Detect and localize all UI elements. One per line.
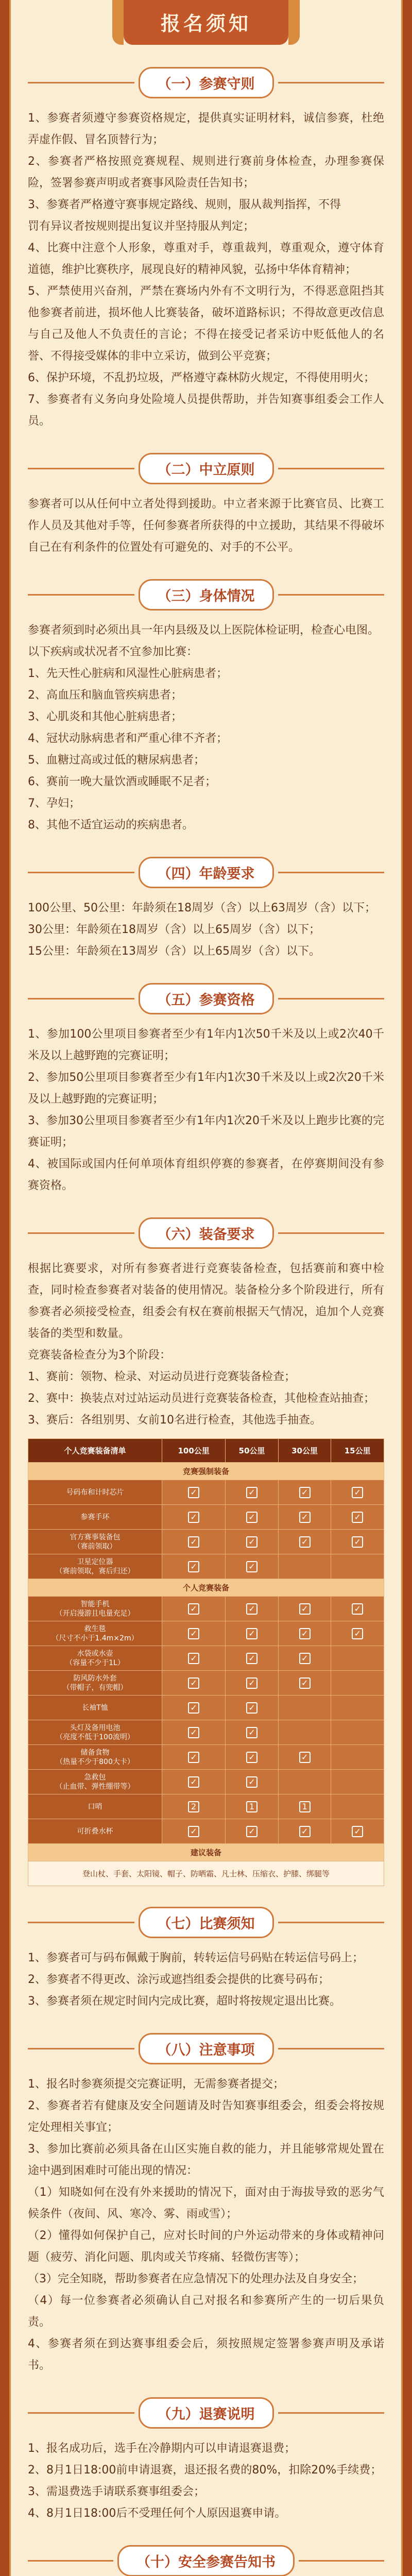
- check-icon: ✓: [246, 1752, 258, 1763]
- check-icon: ✓: [352, 1536, 363, 1548]
- table-row: [28, 1597, 384, 1621]
- section-title: （八）注意事项: [139, 2033, 274, 2064]
- check-icon: ✓: [352, 1603, 363, 1615]
- section-header: [28, 2397, 384, 2429]
- count-value: 2: [188, 1801, 199, 1812]
- table-cell: [331, 1745, 384, 1770]
- paragraph: 罚有异议者按规则提出复议并坚持服从判定；: [28, 220, 255, 233]
- paragraph: 4、被国际或国内任何单项体育组织停赛的参赛者，在停赛期间没有参赛资格。: [28, 1158, 384, 1192]
- check-icon: ✓: [299, 1826, 311, 1837]
- check-icon: ✓: [299, 1752, 311, 1763]
- table-cell: [226, 1671, 279, 1696]
- check-icon: ✓: [246, 1628, 258, 1639]
- check-icon: ✓: [246, 1702, 258, 1714]
- check-icon: ✓: [188, 1727, 199, 1738]
- paragraph: 3、参加比赛前必须具备在山区实施自救的能力，并且能够常规处置在途中遇到困难时可能出现的情况：: [28, 2143, 384, 2177]
- section-title: （七）比赛须知: [139, 1907, 274, 1938]
- table-cell: [331, 1671, 384, 1696]
- check-icon: ✓: [188, 1628, 199, 1639]
- paragraph: 7、参赛者有义务向身处险境人员提供帮助，并告知赛事组委会工作人员。: [28, 393, 384, 428]
- table-cell: [162, 1621, 226, 1646]
- table-cell: [278, 1597, 331, 1621]
- equipment-name: 水袋或水壶 （容量不少于1L）: [28, 1646, 162, 1671]
- paragraph: 3、需退费选手请联系赛事组委会；: [28, 2485, 205, 2498]
- section-health: [28, 579, 384, 836]
- paragraph: （1）知晓如何在没有外来援助的情况下，面对由于海拔导致的恶劣气候条件（夜间、风、寒冷、雾、雨或雪）；: [28, 2186, 384, 2221]
- section-title: （十）安全参赛告知书: [117, 2545, 295, 2576]
- equipment-name: 参赛手环: [28, 1505, 162, 1530]
- equipment-name: 头灯及备用电池 （亮度不低于100流明）: [28, 1720, 162, 1745]
- table-cell: [162, 1530, 226, 1554]
- paragraph: 2、赛中：换装点对过站运动员进行竞赛装备检查，其他检查站抽查；: [28, 1392, 375, 1405]
- equipment-name: 口哨: [28, 1794, 162, 1819]
- check-icon: ✓: [188, 1487, 199, 1498]
- section-title: （三）身体情况: [139, 579, 274, 611]
- section-title: （四）年龄要求: [139, 857, 274, 888]
- table-cell: [331, 1597, 384, 1621]
- table-cell: [278, 1530, 331, 1554]
- table-cell: [162, 1671, 226, 1696]
- table-cell: [331, 1554, 384, 1579]
- check-icon: ✓: [188, 1776, 199, 1788]
- section-neutral: [28, 453, 384, 558]
- paragraph: 3、参加30公里项目参赛者至少有1年内1次20千米及以上跑步比赛的完赛证明；: [28, 1114, 384, 1149]
- paragraph: 1、先天性心脏病和风湿性心脏病患者；: [28, 667, 228, 680]
- equipment-name: 卫星定位器 （赛前领取，赛后归还）: [28, 1554, 162, 1579]
- equipment-table-body: [28, 1463, 384, 1886]
- table-row: [28, 1554, 384, 1579]
- table-header-cell: 30公里: [278, 1439, 331, 1463]
- table-cell: [278, 1745, 331, 1770]
- table-cell: [331, 1505, 384, 1530]
- table-header-cell: 50公里: [226, 1439, 279, 1463]
- paragraph: 6、赛前一晚大量饮酒或睡眠不足者；: [28, 775, 216, 788]
- table-header-cell: 个人竞赛装备清单: [28, 1439, 162, 1463]
- section-header: [28, 67, 384, 98]
- section-title: （一）参赛守则: [139, 67, 274, 98]
- paragraph: 1、赛前：领物、检录、对运动员进行竞赛装备检查；: [28, 1370, 296, 1383]
- paragraph: 30公里：年龄须在18周岁（含）以上65周岁（含）以下；: [28, 923, 320, 936]
- table-cell: [162, 1646, 226, 1671]
- section-age: [28, 857, 384, 962]
- check-icon: ✓: [246, 1487, 258, 1498]
- table-cell: [278, 1621, 331, 1646]
- table-group-row: [28, 1579, 384, 1597]
- equipment-name: 救生毯 （尺寸不小于1.4m×2m）: [28, 1621, 162, 1646]
- table-group-row: [28, 1844, 384, 1861]
- table-header-cell: 100公里: [162, 1439, 226, 1463]
- check-icon: ✓: [246, 1603, 258, 1615]
- equipment-name: 号码布和计时芯片: [28, 1480, 162, 1505]
- paragraph: 5、严禁使用兴奋剂，严禁在赛场内外有不文明行为，不得恶意阻挡其他参赛者前进，损坏他人比赛装备，破坏道路标识；不得故意更改信息与自己及他人不负责任的言论；不得在接受记者采访中贬低他人的名誉、不得接受媒体的非中立采访，做到公平竞赛；: [28, 285, 384, 363]
- check-icon: ✓: [246, 1826, 258, 1837]
- table-row: [28, 1745, 384, 1770]
- check-icon: ✓: [246, 1536, 258, 1548]
- paragraph: 2、8月1日18:00前申请退赛，退还报名费的80%，扣除20%手续费；: [28, 2464, 382, 2477]
- table-group-label: 个人竞赛装备: [28, 1579, 384, 1597]
- paragraph: 2、参赛者不得更改、涂污或遮挡组委会提供的比赛号码布；: [28, 1973, 330, 1986]
- table-cell: [226, 1720, 279, 1745]
- table-row: [28, 1671, 384, 1696]
- table-row: [28, 1505, 384, 1530]
- table-cell: [278, 1770, 331, 1794]
- paragraph: 竞赛装备检查分为3个阶段：: [28, 1349, 171, 1362]
- section-header: [28, 2033, 384, 2064]
- table-row: [28, 1794, 384, 1819]
- paragraph: 4、8月1日18:00后不受理任何个人原因退赛申请。: [28, 2507, 286, 2520]
- table-cell: [226, 1554, 279, 1579]
- table-cell: [162, 1745, 226, 1770]
- table-cell: [331, 1646, 384, 1671]
- check-icon: ✓: [299, 1487, 311, 1498]
- equipment-name: 官方赛事装备包 （赛前领取）: [28, 1530, 162, 1554]
- table-cell: [278, 1720, 331, 1745]
- check-icon: ✓: [188, 1561, 199, 1572]
- equipment-table: [28, 1438, 384, 1886]
- table-cell: [331, 1621, 384, 1646]
- section-eligibility: [28, 983, 384, 1197]
- table-cell: [278, 1554, 331, 1579]
- paragraph: （3）完全知晓，帮助参赛者在应急情况下的处理办法及自身安全；: [28, 2273, 364, 2285]
- table-cell: [162, 1505, 226, 1530]
- section-header: [28, 1907, 384, 1938]
- paragraph: 3、参赛者严格遵守赛事规定路线、规则，服从裁判指挥，不得: [28, 198, 341, 211]
- check-icon: ✓: [188, 1826, 199, 1837]
- check-icon: ✓: [352, 1487, 363, 1498]
- check-icon: ✓: [188, 1752, 199, 1763]
- content: [9, 0, 403, 2576]
- table-cell: [162, 1819, 226, 1844]
- equipment-name: 长袖T恤: [28, 1696, 162, 1720]
- table-cell: [331, 1794, 384, 1819]
- check-icon: ✓: [299, 1653, 311, 1664]
- table-cell: [226, 1530, 279, 1554]
- table-cell: [226, 1819, 279, 1844]
- section-header: [28, 857, 384, 888]
- check-icon: ✓: [299, 1677, 311, 1689]
- table-cell: [331, 1770, 384, 1794]
- paragraph: 1、参赛者可与码布佩戴于胸前，转转运信号码贴在转运信号码上；: [28, 1952, 364, 1964]
- section-equipment: [28, 1217, 384, 1886]
- section-title: （九）退赛说明: [139, 2397, 274, 2429]
- suggested-equipment-note: 登山杖、手套、太阳镜、帽子、防晒霜、凡士林、压缩衣、护膝、绑腿等: [28, 1861, 384, 1886]
- table-header-row: [28, 1439, 384, 1463]
- equipment-name: 储备食物 （热量不少于800大卡）: [28, 1745, 162, 1770]
- count-value: 1: [246, 1801, 258, 1812]
- table-row: [28, 1720, 384, 1745]
- paragraph: 1、报名成功后，选手在冷静期内可以申请退赛退费；: [28, 2442, 296, 2455]
- paragraph: （2）懂得如何保护自己，应对长时间的户外运动带来的身体或精神问题（疲劳、消化问题、肌肉或关节疼痛、轻微伤害等）；: [28, 2229, 384, 2264]
- check-icon: ✓: [246, 1561, 258, 1572]
- table-cell: [331, 1480, 384, 1505]
- check-icon: ✓: [246, 1653, 258, 1664]
- check-icon: ✓: [352, 1628, 363, 1639]
- table-cell: [162, 1770, 226, 1794]
- section-header: [28, 983, 384, 1014]
- table-cell: [278, 1696, 331, 1720]
- table-cell: [226, 1621, 279, 1646]
- table-cell: [162, 1597, 226, 1621]
- table-row: [28, 1861, 384, 1886]
- check-icon: ✓: [246, 1776, 258, 1788]
- table-cell: [278, 1794, 331, 1819]
- check-icon: ✓: [188, 1702, 199, 1714]
- table-cell: [226, 1646, 279, 1671]
- check-icon: ✓: [246, 1727, 258, 1738]
- table-cell: [162, 1794, 226, 1819]
- paragraph: 1、参加100公里项目参赛者至少有1年内1次50千米及以上或2次40千米及以上越野跑的完赛证明；: [28, 1028, 384, 1062]
- table-row: [28, 1646, 384, 1671]
- table-cell: [278, 1505, 331, 1530]
- table-cell: [162, 1696, 226, 1720]
- table-cell: [162, 1480, 226, 1505]
- table-cell: [226, 1794, 279, 1819]
- paragraph: 6、保护环境，不乱扔垃圾，严格遵守森林防火规定，不得使用明火；: [28, 371, 375, 384]
- table-cell: [226, 1745, 279, 1770]
- table-cell: [162, 1720, 226, 1745]
- table-cell: [331, 1530, 384, 1554]
- table-cell: [226, 1696, 279, 1720]
- paragraph: 根据比赛要求，对所有参赛者进行竞赛装备检查，包括赛前和赛中检查，同时检查参赛者对装备的使用情况。装备检分多个阶段进行，所有参赛者必须接受检查，组委会有权在赛前根据天气情况，追加个人竞赛装备的类型和数量。: [28, 1262, 384, 1340]
- section-title: （五）参赛资格: [139, 983, 274, 1014]
- section-safety: [28, 2545, 384, 2576]
- table-row: [28, 1696, 384, 1720]
- page-title: 报名须知: [124, 0, 288, 45]
- check-icon: ✓: [188, 1677, 199, 1689]
- check-icon: ✓: [299, 1512, 311, 1523]
- table-cell: [331, 1819, 384, 1844]
- paragraph: 2、高血压和脑血管疾病患者；: [28, 689, 182, 702]
- table-cell: [226, 1597, 279, 1621]
- paragraph: 15公里：年龄须在13周岁（含）以上65周岁（含）以下。: [28, 945, 320, 958]
- check-icon: ✓: [188, 1536, 199, 1548]
- table-group-label: 竞赛强制装备: [28, 1463, 384, 1480]
- section-withdrawal: [28, 2397, 384, 2524]
- table-header-cell: 15公里: [331, 1439, 384, 1463]
- check-icon: ✓: [188, 1512, 199, 1523]
- table-row: [28, 1770, 384, 1794]
- section-header: [28, 453, 384, 484]
- paragraph: 以下疾病或状况者不宜参加比赛：: [28, 646, 198, 658]
- paragraph: 1、参赛者须遵守参赛资格规定，提供真实证明材料，诚信参赛，杜绝弄虚作假、冒名顶替行为；: [28, 112, 384, 146]
- check-icon: ✓: [299, 1536, 311, 1548]
- equipment-name: 智能手机 （开启漫游且电量充足）: [28, 1597, 162, 1621]
- paragraph: 100公里、50公里：年龄须在18周岁（含）以上63周岁（含）以下；: [28, 902, 376, 914]
- table-cell: [162, 1554, 226, 1579]
- paragraph: 2、参加50公里项目参赛者至少有1年内1次30千米及以上或2次20千米及以上越野跑的完赛证明；: [28, 1071, 384, 1106]
- paragraph: 4、比赛中注意个人形象，尊重对手，尊重裁判，尊重观众，遵守体育道德，维护比赛秩序，展现良好的精神风貌，弘扬中华体育精神；: [28, 242, 384, 276]
- table-cell: [278, 1819, 331, 1844]
- check-icon: ✓: [299, 1628, 311, 1639]
- check-icon: ✓: [246, 1512, 258, 1523]
- paragraph: 2、参赛者严格按照竞赛规程、规则进行赛前身体检查，办理参赛保险，签署参赛声明或者赛事风险责任告知书；: [28, 155, 384, 190]
- paragraph: 8、其他不适宜运动的疾病患者。: [28, 819, 194, 832]
- paragraph: （4）每一位参赛者必须确认自己对报名和参赛所产生的一切后果负责。: [28, 2294, 384, 2329]
- count-value: 1: [299, 1801, 311, 1812]
- check-icon: ✓: [352, 1826, 363, 1837]
- section-rules: [28, 67, 384, 432]
- paragraph: 3、赛后：各组别男、女前10名进行检查，其他选手抽查。: [28, 1414, 321, 1427]
- paragraph: 4、参赛者须在到达赛事组委会后，须按照规定签署参赛声明及承诺书。: [28, 2337, 384, 2372]
- table-cell: [278, 1646, 331, 1671]
- check-icon: ✓: [246, 1677, 258, 1689]
- paragraph: 参赛者可以从任何中立者处得到援助。中立者来源于比赛官员、比赛工作人员及其他对手等，任何参赛者所获得的中立援助，其结果不得破坏自己在有利条件的位置处有可避免的、对手的不公平。: [28, 498, 384, 554]
- check-icon: ✓: [299, 1603, 311, 1615]
- equipment-name: 可折叠水杯: [28, 1819, 162, 1844]
- table-group-label: 建议装备: [28, 1844, 384, 1861]
- paragraph: 2、参赛者若有健康及安全问题请及时告知赛事组委会，组委会将按规定处理相关事宜；: [28, 2099, 384, 2134]
- section-header: [28, 579, 384, 611]
- table-cell: [278, 1671, 331, 1696]
- table-cell: [331, 1696, 384, 1720]
- section-header: [28, 1217, 384, 1249]
- table-row: [28, 1621, 384, 1646]
- section-title: （二）中立原则: [139, 453, 274, 484]
- section-race-notes: [28, 1907, 384, 2012]
- table-group-row: [28, 1463, 384, 1480]
- check-icon: ✓: [188, 1603, 199, 1615]
- section-header: [28, 2545, 384, 2576]
- table-cell: [278, 1480, 331, 1505]
- table-row: [28, 1530, 384, 1554]
- paragraph: 参赛者须到时必须出具一年内县级及以上医院体检证明，检查心电图。: [28, 624, 380, 637]
- paragraph: 5、血糖过高或过低的糖尿病患者；: [28, 754, 205, 767]
- section-title: （六）装备要求: [139, 1217, 274, 1249]
- equipment-name: 急救包 （止血带、弹性绷带等）: [28, 1770, 162, 1794]
- table-row: [28, 1480, 384, 1505]
- equipment-name: 防风防水外套 （带帽子，有兜帽）: [28, 1671, 162, 1696]
- section-cautions: [28, 2033, 384, 2377]
- table-cell: [226, 1505, 279, 1530]
- paragraph: 1、报名时参赛须提交完赛证明，无需参赛者提交；: [28, 2078, 284, 2091]
- paragraph: 4、冠状动脉病患者和严重心律不齐者；: [28, 732, 228, 745]
- paragraph: 7、孕妇；: [28, 797, 80, 810]
- paragraph: 3、心肌炎和其他心脏病患者；: [28, 710, 182, 723]
- table-cell: [226, 1480, 279, 1505]
- check-icon: ✓: [352, 1512, 363, 1523]
- table-row: [28, 1819, 384, 1844]
- check-icon: ✓: [188, 1653, 199, 1664]
- table-cell: [226, 1770, 279, 1794]
- paragraph: 3、参赛者须在规定时间内完成比赛，超时将按规定退出比赛。: [28, 1995, 341, 2008]
- table-cell: [331, 1720, 384, 1745]
